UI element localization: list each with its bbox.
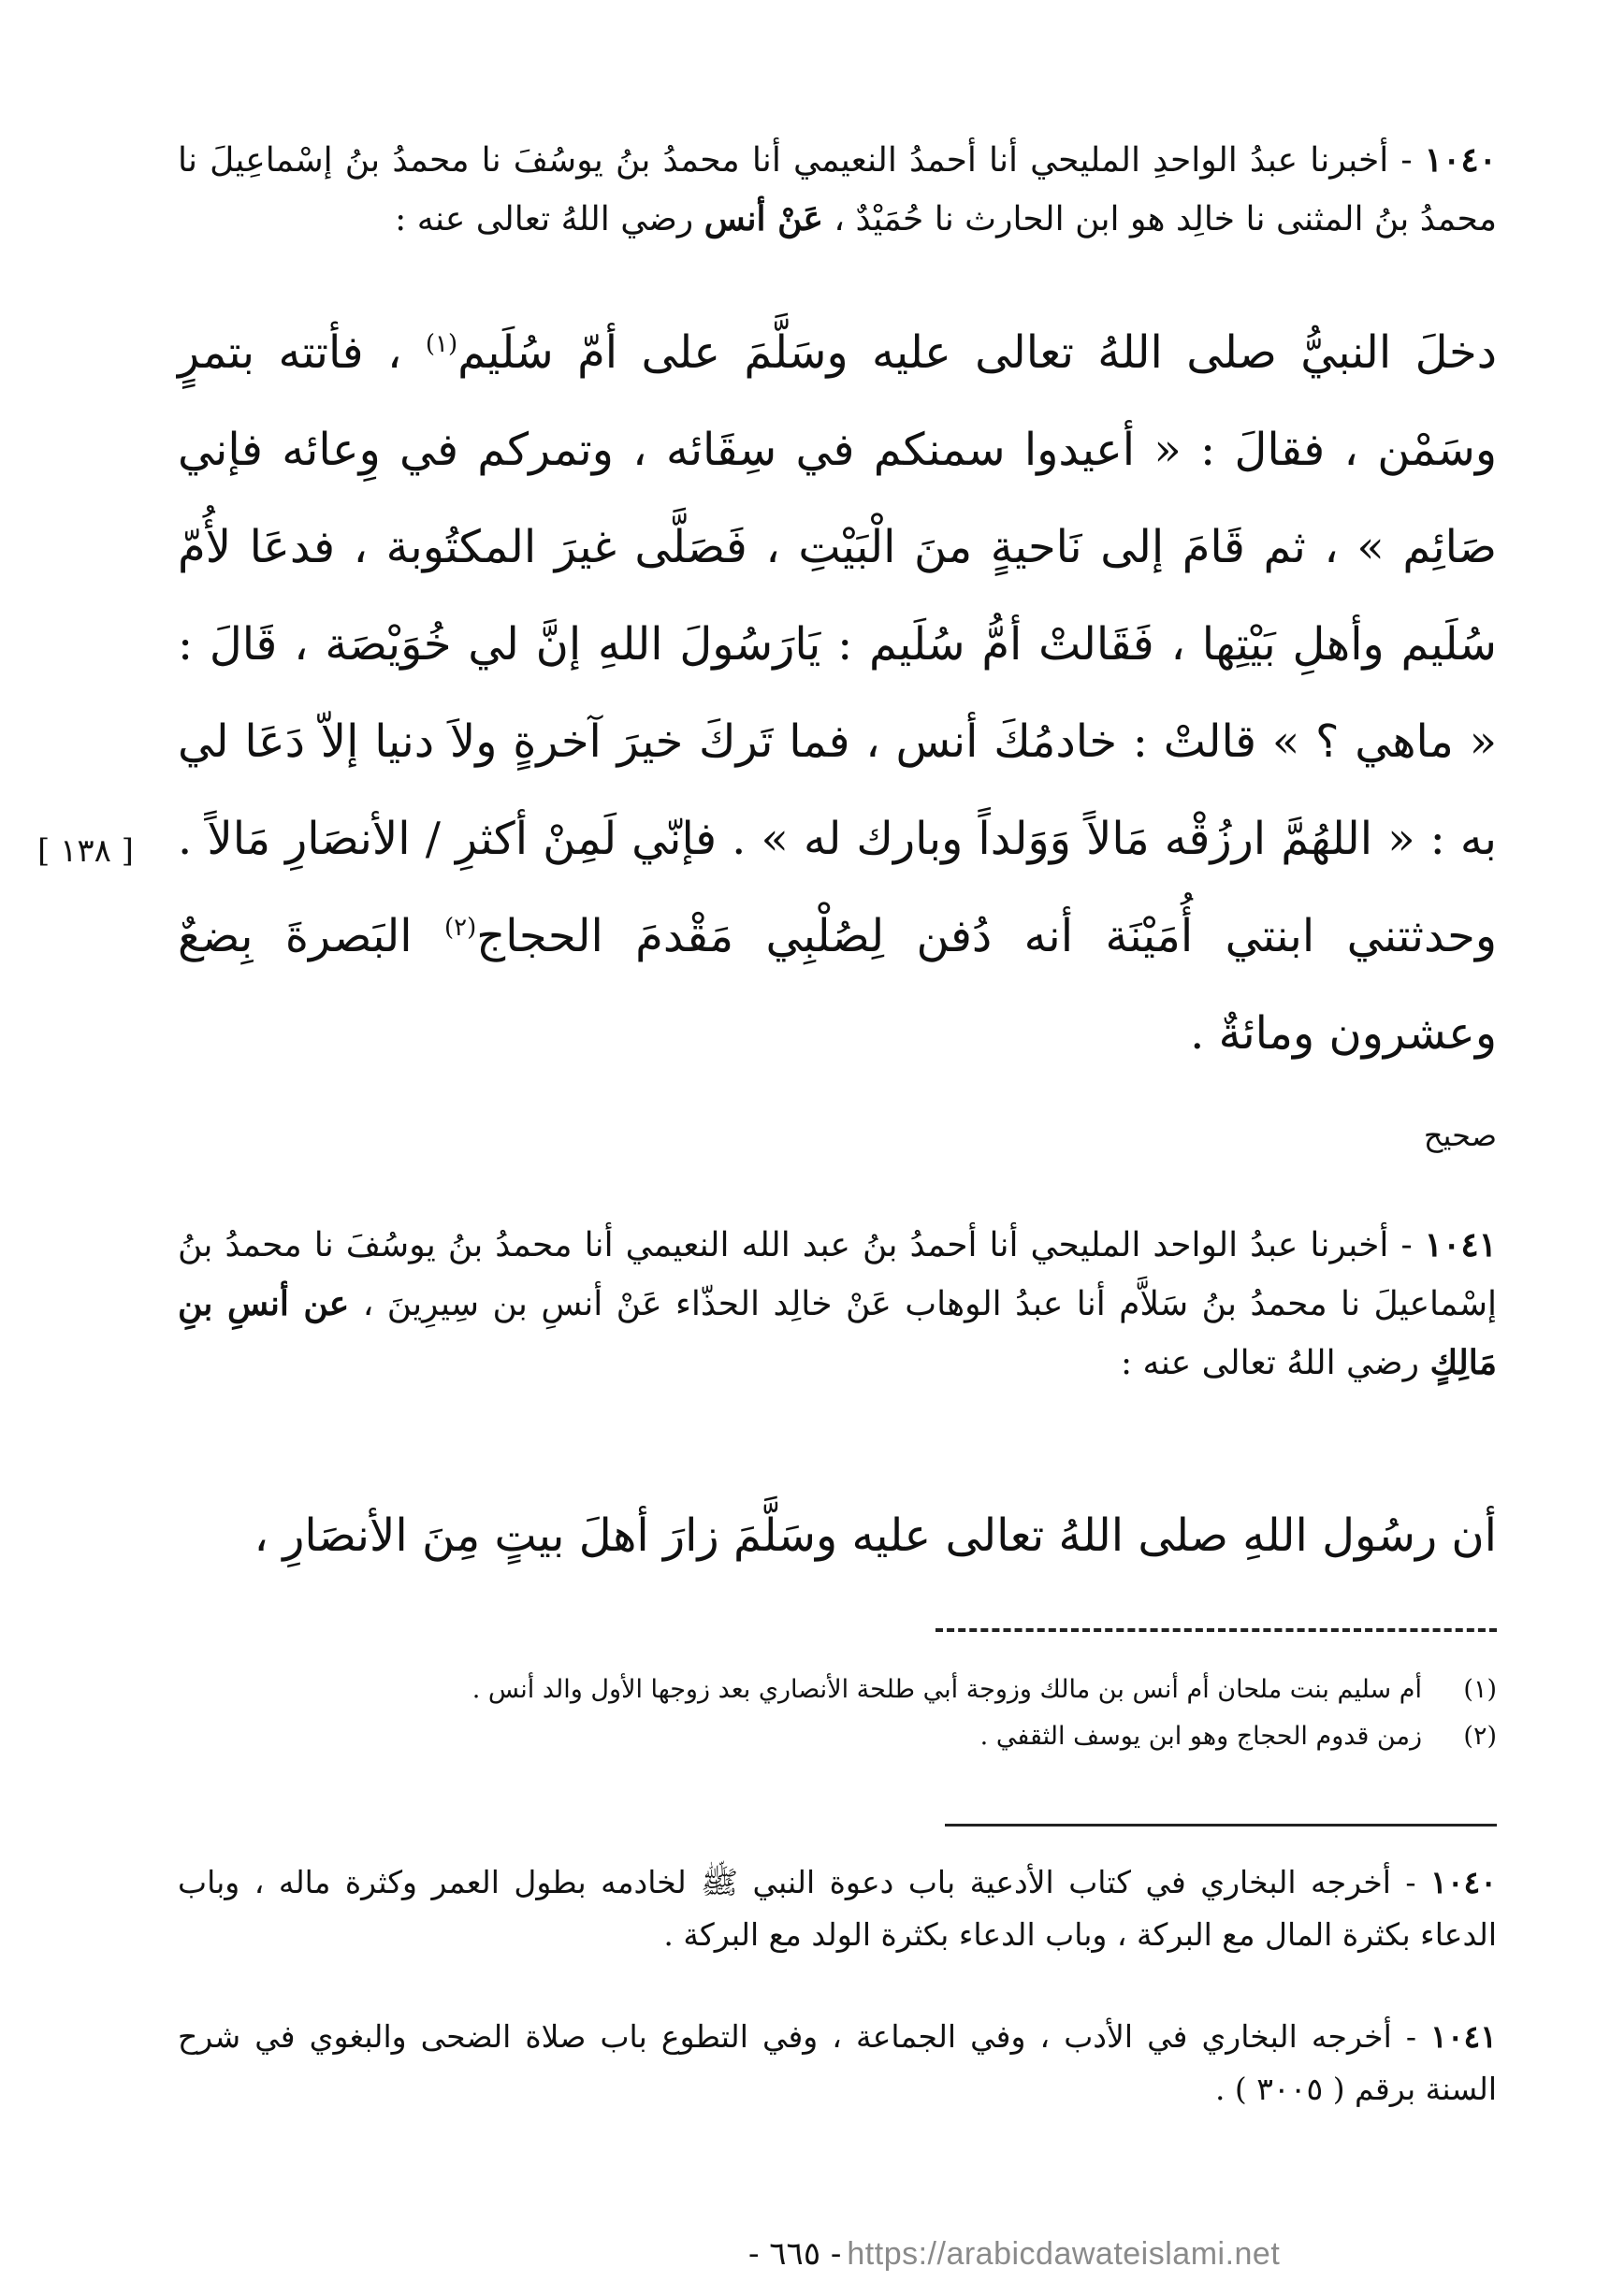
- hadith-1040-matn: [178, 304, 1497, 1082]
- page-number: - ٦٦٥ -: [748, 2235, 842, 2273]
- takhrij-number: ١٠٤١: [1430, 2018, 1498, 2055]
- takhrij-text: أخرجه البخاري في الأدب ، وفي الجماعة ، وفي التطوع باب صلاة الضحى والبغوي في شرح السنة برقم ( ٣٠٠٥ ) .: [178, 2018, 1497, 2107]
- footnotes: [281, 1667, 1497, 1760]
- page-footer: [748, 2231, 1478, 2277]
- watermark-url: https://arabicdawateislami.net: [847, 2235, 1281, 2272]
- footnote-ref-2: (٢): [443, 914, 477, 942]
- hadith-1040-matn-part2: ، فأتته بتمرٍ وسَمْن ، فقالَ : « أعيدوا سمنكم في سِقَائه ، وتمركم في وِعائه فإني صَائِم » ، ثم قَامَ إلى نَاحيةٍ منَ الْبَيْتِ ، فَصَلَّى غيرَ المكتُوبة ، فدعَا لأُمّ سُلَيم وأهلِ بَيْتِها ، فَقَالتْ أمُّ سُلَيم : يَارَسُولَ اللهِ إنَّ لي خُوَيْصَة ، قَالَ : « ماهي ؟ » قالتْ : خادمُكَ أنس ، فما تَركَ خيرَ آخرةٍ ولاَ دنيا إلاّ دَعَا لي به : « اللهُمَّ ارزُقْه مَالاً وَوَلداً وبارك له » . فإنّي لَمِنْ أكثرِ / الأنصَارِ مَالاً . وحدثتني ابنتي أُمَيْنَة أنه دُفن لِصُلْبِي مَقْدمَ الحجاج: [178, 326, 1498, 962]
- footnote-ref-1: (١): [425, 330, 458, 358]
- hadith-1040-narrator: عَنْ أنس: [703, 199, 823, 238]
- footnote-text: أم سليم بنت ملحان أم أنس بن مالك وزوجة أبي طلحة الأنصاري بعد زوجها الأول والد أنس .: [471, 1675, 1422, 1704]
- footnote-text: زمن قدوم الحجاج وهو ابن يوسف الثقفي .: [979, 1722, 1422, 1751]
- hadith-1040-matn-part3: البَصرةَ بِضعٌ وعشرون ومائةٌ .: [178, 910, 1497, 1060]
- hadith-1041-isnad-text: أخبرنا عبدُ الواحد المليحي أنا أحمدُ بنُ عبد الله النعيمي أنا محمدُ بنُ يوسُفَ نا محمدُ بنُ إسْماعيلَ نا محمدُ بنُ سَلاَّم أنا عبدُ الوهاب عَنْ خالِد الحذّاء عَنْ أنسِ بن سِيرِينَ ،: [178, 1226, 1498, 1323]
- hadith-1041-narrator: عن أنسِ بنِ مَالِكٍ: [178, 1284, 1497, 1382]
- hadith-1040-matn-part1: دخلَ النبيُّ صلى اللهُ تعالى عليه وسَلَّمَ على أمّ سُلَيم: [457, 326, 1498, 379]
- hadith-1040-isnad-end: رضي اللهُ تعالى عنه :: [395, 200, 694, 238]
- hadith-1041-matn: [178, 1487, 1497, 1584]
- hadith-1040-isnad-text: أخبرنا عبدُ الواحدِ المليحي أنا أحمدُ النعيمي أنا محمدُ بنُ يوسُفَ نا محمدُ بنُ إسْماعِيلَ نا محمدُ بنُ المثنى نا خالِد هو ابن الحارث نا حُمَيْدٌ ،: [178, 141, 1497, 238]
- footnote-item: [281, 1713, 1497, 1760]
- hadith-1040-number: ١٠٤٠: [1424, 140, 1498, 180]
- hadith-1041-isnad-end: رضي اللهُ تعالى عنه :: [1120, 1344, 1419, 1382]
- hadith-1041-matn-text: أن رسُول اللهِ صلى اللهُ تعالى عليه وسَلَّمَ زارَ أهلَ بيتٍ مِنَ الأنصَارِ ،: [254, 1509, 1497, 1562]
- takhrij-1041: ١٠٤١ - أخرجه البخاري في الأدب ، وفي الجماعة ، وفي التطوع باب صلاة الضحى والبغوي في شرح السنة برقم ( ٣٠٠٥ ) .: [178, 2018, 1498, 2107]
- solid-separator: [945, 1824, 1497, 1827]
- hadith-1041-number: ١٠٤١: [1424, 1225, 1498, 1264]
- hadith-1040-grade: صحيح: [1423, 1118, 1497, 1153]
- takhrij-text: أخرجه البخاري في كتاب الأدعية باب دعوة النبي ﷺ لخادمه بطول العمر وكثرة ماله ، وباب الدعاء بكثرة المال مع البركة ، وباب الدعاء بكثرة الولد مع البركة .: [178, 1864, 1497, 1953]
- takhrij-number: ١٠٤٠: [1430, 1864, 1497, 1900]
- hadith-1041-isnad: ١٠٤١ - أخبرنا عبدُ الواحد المليحي أنا أحمدُ بنُ عبد الله النعيمي أنا محمدُ بنُ يوسُفَ نا محمدُ بنُ إسْماعيلَ نا محمدُ بنُ سَلاَّم أنا عبدُ الوهاب عَنْ خالِد الحذّاء عَنْ أنسِ بن سِيرِينَ ، عن أنسِ بنِ مَالِكٍ رضي اللهُ تعالى عنه :: [178, 1225, 1498, 1382]
- dashed-separator: [936, 1628, 1497, 1632]
- footnote-item: [281, 1667, 1497, 1713]
- hadith-1040-isnad: ١٠٤٠ - أخبرنا عبدُ الواحدِ المليحي أنا أحمدُ النعيمي أنا محمدُ بنُ يوسُفَ نا محمدُ بنُ إسْماعِيلَ نا محمدُ بنُ المثنى نا خالِد هو ابن الحارث نا حُمَيْدٌ ، عَنْ أنس رضي اللهُ تعالى عنه :: [178, 140, 1498, 238]
- footnote-number: (٢): [1463, 1722, 1497, 1751]
- footnote-number: (١): [1463, 1675, 1497, 1704]
- margin-page-reference: [ ١٣٨ ]: [37, 832, 134, 870]
- takhrij-1040: ١٠٤٠ - أخرجه البخاري في كتاب الأدعية باب دعوة النبي ﷺ لخادمه بطول العمر وكثرة ماله ، وباب الدعاء بكثرة المال مع البركة ، وباب الدعاء بكثرة الولد مع البركة .: [178, 1864, 1497, 1953]
